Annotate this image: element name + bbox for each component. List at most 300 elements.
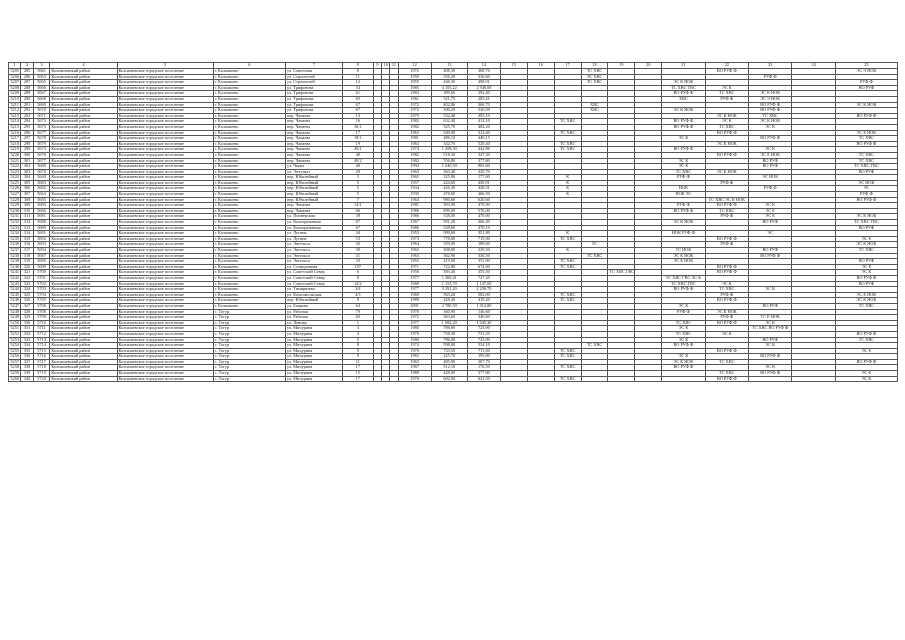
table-cell: ВО РУФ Ф xyxy=(705,152,748,158)
table-cell: ХВС xyxy=(581,108,608,114)
table-cell: 674,00 xyxy=(467,264,500,270)
table-cell: ЭС К НОК xyxy=(749,119,792,125)
table-cell: 326 xyxy=(21,298,33,304)
column-number-cell: 18 xyxy=(581,63,608,69)
table-cell: ТС ХВС xyxy=(835,337,897,343)
table-cell: 366,70 xyxy=(467,102,500,108)
table-cell: пер. Чапаева xyxy=(285,124,342,130)
table-cell: с. Тогур xyxy=(213,331,285,337)
table-cell: 1981 xyxy=(398,203,431,209)
table-cell: 336,50 xyxy=(467,253,500,259)
table-cell: Колпашевское городское поселение xyxy=(117,315,213,321)
table-cell: г. Колпашево xyxy=(213,192,285,198)
table-cell: ул. Лугина xyxy=(285,231,342,237)
table-cell: 5206 xyxy=(10,74,19,79)
table-cell: 307 xyxy=(21,192,33,198)
table-cell: РУФ Ф xyxy=(835,192,897,198)
table-cell: 40/2 xyxy=(342,158,373,164)
table-cell: Колпашевский район xyxy=(50,365,117,371)
table-cell: ул. Ленина xyxy=(285,320,342,326)
table-cell: К xyxy=(554,192,581,198)
table-cell: г. Колпашево xyxy=(213,275,285,281)
table-cell: НОК xyxy=(662,186,705,192)
table-cell: ВО РУФ Ф xyxy=(705,270,748,276)
table-cell: ЭС Е xyxy=(835,236,897,242)
table-cell: 5244 xyxy=(10,286,19,292)
table-cell: 5678 xyxy=(33,136,50,142)
column-number-cell: 2 xyxy=(21,63,33,69)
table-cell: ЭС К xyxy=(662,303,705,309)
table-cell: 1982 xyxy=(398,158,431,164)
register-sheet xyxy=(8,62,898,382)
table-cell: 9 xyxy=(342,354,373,360)
table-cell: 1972 xyxy=(398,69,431,75)
table-cell: ВО РУФ Ф xyxy=(662,287,705,293)
table-cell: 8 xyxy=(342,69,373,75)
table-cell xyxy=(608,376,635,382)
table-cell: 1 369,41 xyxy=(431,275,467,281)
table-cell: 306 xyxy=(21,186,33,192)
table-cell: 5716 xyxy=(33,354,50,360)
table-cell: 61 xyxy=(342,91,373,97)
table-cell: ВО РУФ Ф xyxy=(749,371,792,377)
table-cell: Колпашевский район xyxy=(50,164,117,170)
table-cell: ЭС Э НОК xyxy=(749,96,792,102)
table-cell: 1986 xyxy=(398,214,431,220)
table-cell: Колпашевский район xyxy=(50,180,117,186)
table-cell: НОК ЭС xyxy=(662,192,705,198)
table-cell: 5214 xyxy=(10,118,19,124)
table-cell: 67 xyxy=(342,102,373,108)
table-cell: ТС ХВС xyxy=(705,359,748,365)
table-cell: с. Тогур xyxy=(213,376,285,382)
table-cell: ТС ХВС ГВС xyxy=(609,269,635,275)
table-cell: ЭС Э НОК xyxy=(835,69,897,75)
table-cell: 1976 xyxy=(398,331,431,337)
table-cell: 146,60 xyxy=(467,309,500,315)
table-cell: Колпашевское городское поселение xyxy=(117,186,213,192)
table-cell: 229,50 xyxy=(467,248,500,254)
table-cell: 5669 xyxy=(33,102,50,108)
table-cell: г. Колпашево xyxy=(213,69,285,75)
table-cell: 1980 xyxy=(398,326,431,332)
table-cell: ВО РУФ Ф xyxy=(662,124,705,130)
table-cell: Колпашевское городское поселение xyxy=(117,298,213,304)
table-cell: ТС ХВС ГВС xyxy=(835,220,897,226)
table-cell: г. Колпашево xyxy=(213,152,285,158)
table-cell: Колпашевский район xyxy=(50,343,117,349)
table-row xyxy=(9,303,898,309)
table-cell: Колпашевское городское поселение xyxy=(117,80,213,86)
table-cell: Колпашевский район xyxy=(50,337,117,343)
table-cell: РУФ Ф xyxy=(705,180,748,186)
table-cell: К xyxy=(554,175,581,181)
table-cell: г. Колпашево xyxy=(213,102,285,108)
table-cell: 591,20 xyxy=(431,220,467,226)
table-cell: Колпашевский район xyxy=(50,298,117,304)
table-cell: ул. Энгельса xyxy=(285,248,342,254)
column-number-cell: 25 xyxy=(835,63,897,69)
table-row xyxy=(9,371,898,377)
table-cell: Колпашевский район xyxy=(50,102,117,108)
table-cell: 283,41 xyxy=(467,96,500,102)
table-cell: ВО РУФ Ф xyxy=(749,136,792,142)
table-cell: 1969 xyxy=(398,292,431,298)
column-number-cell: 8 xyxy=(342,63,373,69)
column-number-cell: 20 xyxy=(635,63,662,69)
table-cell: К xyxy=(554,180,581,186)
table-cell: 3 xyxy=(342,175,373,181)
table-cell: ВО РУФ xyxy=(749,220,792,226)
table-cell: с. Тогур xyxy=(213,326,285,332)
table-cell: ул. Чкова xyxy=(285,164,342,170)
table-cell: ЭС К НОК xyxy=(835,214,897,220)
table-cell: Колпашевский район xyxy=(50,214,117,220)
table-cell: г. Колпашево xyxy=(213,281,285,287)
table-cell: Колпашевское городское поселение xyxy=(117,337,213,343)
table-cell: 362,90 xyxy=(431,253,467,259)
table-cell: 484,20 xyxy=(467,124,500,130)
table-cell: ХВС xyxy=(581,102,608,108)
table-cell: 5243 xyxy=(10,281,19,286)
table-cell: ВО РУФ Ф xyxy=(662,208,705,214)
column-number-cell: 13 xyxy=(431,63,467,69)
table-cell xyxy=(792,376,835,382)
table-cell: 65 xyxy=(342,96,373,102)
table-row xyxy=(9,175,898,181)
table-cell: 2 780,50 xyxy=(431,303,467,309)
table-cell: 733,50 xyxy=(431,348,467,354)
table-cell: Колпашевский район xyxy=(50,354,117,360)
table-cell: ТС ХВС ГВС ЭС К xyxy=(662,275,705,281)
table-row xyxy=(9,152,898,158)
table-cell: 286 xyxy=(21,74,33,80)
table-cell: 5258 xyxy=(10,364,19,370)
table-cell: 5663 xyxy=(33,74,50,80)
table-row xyxy=(9,376,898,382)
table-cell: г. Колпашево xyxy=(213,96,285,102)
table-cell: г. Колпашево xyxy=(213,147,285,153)
table-cell: 5694 xyxy=(33,248,50,254)
table-cell: Колпашевское городское поселение xyxy=(117,85,213,91)
table-cell: 1984 xyxy=(398,91,431,97)
table-cell: 5710 xyxy=(33,320,50,326)
table-cell: ВО РУФ Ф xyxy=(705,320,748,326)
table-cell: ТС ХВС xyxy=(835,303,897,309)
table-cell: Колпашевское городское поселение xyxy=(117,225,213,231)
table-cell: ЭС К xyxy=(662,164,705,170)
table-cell: Колпашевский район xyxy=(50,192,117,198)
table-cell: 5666 xyxy=(33,208,50,214)
table-cell: 428,51 xyxy=(467,186,500,192)
table-cell: г. Колпашево xyxy=(213,85,285,91)
table-cell: 1 147,00 xyxy=(467,281,500,287)
table-cell: РУФ Ф xyxy=(705,315,748,321)
table-cell: Колпашевское городское поселение xyxy=(117,348,213,354)
table-cell: 5227 xyxy=(10,191,19,197)
table-cell: РУФ Ф xyxy=(749,74,792,80)
table-cell: 31 xyxy=(342,253,373,259)
table-cell: ул. Рабочая xyxy=(285,309,342,315)
table-cell: 620,60 xyxy=(467,197,500,203)
table-cell: 325,90 xyxy=(431,175,467,181)
table-cell: 14 xyxy=(342,113,373,119)
table-cell: 598,80 xyxy=(431,343,467,349)
table-cell: Колпашевский район xyxy=(50,124,117,130)
table-cell: ЭС К НОК xyxy=(705,169,748,175)
table-cell: ул. Боярова xyxy=(285,303,342,309)
table-cell: 1967 xyxy=(398,220,431,226)
table-cell: 466,40 xyxy=(467,220,500,226)
table-cell: 3/4 xyxy=(342,287,373,293)
table-cell: РУФ Ф xyxy=(662,309,705,315)
table-cell: ВО РУФ Ф xyxy=(749,354,792,360)
table-cell: 576,00 xyxy=(467,208,500,214)
table-cell: Колпашевское городское поселение xyxy=(117,180,213,186)
table-cell: пер. Юбилейный xyxy=(285,186,342,192)
table-cell: г. Колпашево xyxy=(213,119,285,125)
table-cell: ВО РУФ Ф xyxy=(835,197,897,203)
table-cell: 512,10 xyxy=(431,365,467,371)
table-cell: 330 xyxy=(21,320,33,326)
table-cell: с. Тогур xyxy=(213,315,285,321)
table-cell: 727,20 xyxy=(467,275,500,281)
column-number-cell: 12 xyxy=(398,63,431,69)
table-cell: РУФ Ф xyxy=(705,292,748,298)
table-cell: 1 912,80 xyxy=(467,303,500,309)
table-cell: 5703 xyxy=(33,287,50,293)
table-cell: Колпашевское городское поселение xyxy=(117,343,213,349)
table-cell: г. Колпашево xyxy=(213,303,285,309)
table-cell: 338 xyxy=(21,365,33,371)
table-cell: Колпашевское городское поселение xyxy=(117,236,213,242)
table-cell: г. Колпашево xyxy=(213,287,285,293)
table-cell: 1986 xyxy=(398,225,431,231)
table-cell: 356,20 xyxy=(431,74,467,80)
table-cell: Колпашевский район xyxy=(50,80,117,86)
table-cell: 538,00 xyxy=(431,214,467,220)
table-cell: 602,00 xyxy=(431,376,467,382)
table-cell: 296 xyxy=(21,130,33,136)
table-cell: ВО РУФ Ф xyxy=(662,343,705,349)
table-cell: 9 xyxy=(342,348,373,354)
register-body xyxy=(9,69,898,382)
table-cell: 5217 xyxy=(10,135,19,141)
table-cell: ул. Комсомольская xyxy=(285,292,342,298)
table-cell: РУФ Ф xyxy=(705,242,748,248)
table-cell: ЭС К НОК xyxy=(662,220,705,226)
table-cell: 5218 xyxy=(10,141,19,146)
table-cell xyxy=(500,376,527,382)
table-cell: Колпашевский район xyxy=(50,152,117,158)
table-cell: 5719 xyxy=(33,371,50,377)
table-cell: 5 xyxy=(342,192,373,198)
table-cell: 5248 xyxy=(10,309,19,314)
table-cell: 322,60 xyxy=(467,130,500,136)
table-cell: г. Колпашево xyxy=(213,242,285,248)
column-number-cell: 11 xyxy=(390,63,398,69)
table-cell: РУФ Ф xyxy=(705,96,748,102)
table-cell: 3 xyxy=(342,326,373,332)
table-cell: ТС ХВС xyxy=(835,158,897,164)
table-cell: 5233 xyxy=(10,225,19,230)
table-cell: ВО РУФ Ф xyxy=(705,130,748,136)
table-cell: 5668 xyxy=(33,96,50,102)
table-cell: 188,60 xyxy=(467,242,500,248)
table-cell: ул. Станционная xyxy=(285,264,342,270)
table-cell: 351,90 xyxy=(467,259,500,265)
table-cell xyxy=(581,376,608,382)
table-cell: ТС ХВС xyxy=(554,264,581,270)
table-cell: Колпашевский район xyxy=(50,275,117,281)
table-cell: 315 xyxy=(21,236,33,242)
table-cell: 5251 xyxy=(10,325,19,331)
table-cell: 419,90 xyxy=(431,259,467,265)
table-cell: 4 105,22 xyxy=(431,85,467,91)
table-row xyxy=(9,91,898,97)
table-cell: 5254 xyxy=(10,342,19,348)
table-cell: 1974 xyxy=(398,147,431,153)
table-cell: г. Колпашево xyxy=(213,169,285,175)
table-cell: 17 xyxy=(342,130,373,136)
table-cell: 300 xyxy=(21,152,33,158)
table-cell: 5687 xyxy=(33,253,50,259)
column-number-cell: 22 xyxy=(705,63,748,69)
table-cell: ЭС Е НОК xyxy=(662,259,705,265)
table-cell: г. Колпашево xyxy=(213,124,285,130)
table-cell: 5238 xyxy=(10,253,19,258)
table-cell: 1963 xyxy=(398,169,431,175)
table-cell: 5246 xyxy=(10,297,19,303)
column-number-cell: 17 xyxy=(554,63,581,69)
table-cell: 5 xyxy=(342,186,373,192)
table-cell: 1989 xyxy=(398,298,431,304)
table-cell: 778,80 xyxy=(431,236,467,242)
table-cell: ЭС Е xyxy=(749,208,792,214)
table-cell: 313 xyxy=(21,225,33,231)
table-cell: 288 xyxy=(21,85,33,91)
table-cell: Колпашевский район xyxy=(50,85,117,91)
table-cell: Колпашевский район xyxy=(50,248,117,254)
table-cell: Колпашевское городское поселение xyxy=(117,113,213,119)
table-cell: 17 xyxy=(342,365,373,371)
table-cell: Колпашевский район xyxy=(50,259,117,265)
table-cell: 5681 xyxy=(33,214,50,220)
table-cell: Колпашевский район xyxy=(50,376,117,382)
table-cell: 26 xyxy=(342,242,373,248)
table-cell: 334 xyxy=(21,343,33,349)
table-cell: ЭС К xyxy=(749,203,792,209)
table-cell: Колпашевское городское поселение xyxy=(117,108,213,114)
table-cell: 5240 xyxy=(10,264,19,269)
table-cell: 5229 xyxy=(10,202,19,208)
table-cell: ВО РУФ xyxy=(835,281,897,287)
table-row xyxy=(9,186,898,192)
table-cell: 5 xyxy=(342,337,373,343)
table-cell: Колпашевское городское поселение xyxy=(117,203,213,209)
table-cell: ЭС НОК xyxy=(835,180,897,186)
table-cell: 302 xyxy=(21,164,33,170)
table-cell: 520,40 xyxy=(467,141,500,147)
table-cell: 320 xyxy=(21,264,33,270)
table-cell: ТС ХВС ГВС xyxy=(662,281,705,287)
table-cell: 107 xyxy=(342,264,373,270)
table-cell: 5250 xyxy=(10,320,19,325)
table-cell: ЭС К xyxy=(662,158,705,164)
table-cell: 16/1 xyxy=(342,124,373,130)
table-cell: 5242 xyxy=(10,275,19,280)
table-cell: ТС ХВС xyxy=(581,80,608,86)
table-cell: 1988 xyxy=(398,281,431,287)
table-cell: ЭС К xyxy=(749,365,792,371)
table-cell: с. Тогур xyxy=(213,309,285,315)
table-cell: 176,50 xyxy=(467,365,500,371)
table-cell: ТС ХВС xyxy=(554,236,581,242)
column-number-cell: 24 xyxy=(792,63,835,69)
table-cell: 1963 xyxy=(398,141,431,147)
table-row xyxy=(9,158,898,164)
table-cell: 470,10 xyxy=(467,225,500,231)
table-cell: Колпашевский район xyxy=(50,147,117,153)
table-cell: 322 xyxy=(21,275,33,281)
table-cell: ул. Мичурина xyxy=(285,326,342,332)
table-cell: ВО РУФ Ф xyxy=(662,119,705,125)
table-cell: г. Колпашево xyxy=(213,225,285,231)
table-cell: ТС ХВС xyxy=(705,208,748,214)
table-cell: 5677 xyxy=(33,130,50,136)
table-cell: ВО РУФ xyxy=(835,85,897,91)
table-cell: Колпашевское городское поселение xyxy=(117,141,213,147)
table-cell: 5689 xyxy=(33,225,50,231)
table-cell: 1965 xyxy=(398,354,431,360)
table-cell: К xyxy=(554,231,581,237)
table-row xyxy=(9,253,898,259)
table-cell: 470,00 xyxy=(467,214,500,220)
table-row xyxy=(9,164,898,170)
table-cell: 368,76 xyxy=(467,69,500,75)
table-cell: 865,60 xyxy=(467,164,500,170)
table-cell: 333 xyxy=(21,337,33,343)
table-cell: пер. Юбилейный xyxy=(285,298,342,304)
table-row xyxy=(9,108,898,114)
table-cell: 5249 xyxy=(10,314,19,320)
table-cell: 1970 xyxy=(398,348,431,354)
table-cell: ул. Мичурина xyxy=(285,359,342,365)
table-cell: ул. Мичурина xyxy=(285,371,342,377)
table-cell: Колпашевское городское поселение xyxy=(117,287,213,293)
table-cell: 5695 xyxy=(33,259,50,265)
table-cell: 5232 xyxy=(10,219,19,225)
table-cell: 8 xyxy=(342,343,373,349)
table-row xyxy=(9,136,898,142)
table-cell: 1977 xyxy=(398,320,431,326)
table-cell: ЭС Е НОК xyxy=(749,152,792,158)
table-cell: ТС ХВС xyxy=(705,124,748,130)
table-cell: Колпашевский район xyxy=(50,348,117,354)
table-cell: ЭС xyxy=(835,186,897,192)
table-cell: 1963 xyxy=(398,253,431,259)
table-cell: ЭС К xyxy=(705,331,748,337)
table-cell: ТС ХВС xyxy=(554,147,581,153)
table-cell: Колпашевский район xyxy=(50,208,117,214)
table-cell: ул. Мичурина xyxy=(285,365,342,371)
table-cell: Колпашевское городское поселение xyxy=(117,208,213,214)
table-cell: 5708 xyxy=(33,309,50,315)
table-cell: пер. Чапаева xyxy=(285,119,342,125)
table-cell: 532,40 xyxy=(431,113,467,119)
table-cell: РУФ Ф xyxy=(662,203,705,209)
table-cell: 786,00 xyxy=(431,337,467,343)
